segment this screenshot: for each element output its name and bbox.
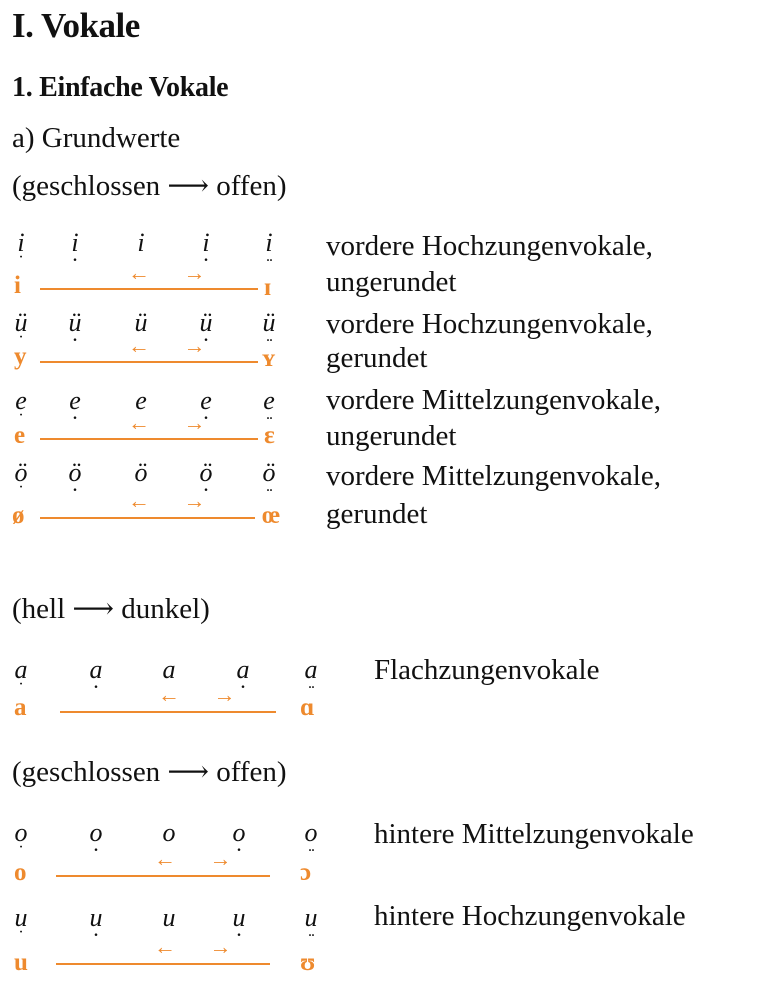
vowel-symbol: u . — [233, 905, 246, 931]
scale-line — [56, 875, 270, 877]
vowel-description: ungerundet — [326, 266, 457, 298]
vowel-symbol: i . — [71, 230, 78, 256]
ipa-left: a — [14, 694, 27, 721]
ipa-right: ɔ — [300, 859, 312, 886]
vowel-symbol: u — [162, 903, 176, 932]
ipa-left: i — [14, 272, 21, 299]
vowel-symbol: ö .. — [263, 460, 276, 486]
vowel-symbol: e — [135, 386, 147, 415]
vowel-description: vordere Mittelzungenvokale, — [326, 460, 661, 492]
ipa-right: ʊ — [300, 949, 316, 976]
arrows: ← → — [128, 488, 220, 513]
subsection-heading: a) Grundwerte — [12, 122, 181, 154]
ipa-right: ɪ — [264, 274, 272, 301]
ipa-right: ɑ — [300, 694, 315, 721]
vowel-symbol: a · — [15, 657, 28, 683]
section-heading: 1. Einfache Vokale — [12, 72, 229, 103]
vowel-symbol: u .. — [305, 905, 318, 931]
vowel-symbol: ü .. — [263, 310, 276, 336]
ipa-left: o — [14, 859, 27, 886]
ipa-left: e — [14, 422, 26, 449]
vowel-description: hintere Mittelzungenvokale — [374, 818, 694, 850]
vowel-symbol: e . — [200, 388, 212, 414]
vowel-symbol: e .. — [263, 388, 275, 414]
vowel-symbol: ü · — [15, 310, 28, 336]
vowel-symbol: o .. — [305, 820, 318, 846]
vowel-symbol: a — [162, 655, 176, 684]
vowel-description: Flachzungenvokale — [374, 654, 600, 686]
vowel-symbol: o . — [90, 820, 103, 846]
range-label-bright-dark: (hell ⟶ dunkel) — [12, 593, 210, 625]
scale-line — [40, 288, 258, 290]
vowel-symbol: o — [162, 818, 176, 847]
scale-line — [40, 517, 255, 519]
ipa-right: ɛ — [264, 422, 275, 449]
vowel-symbol: ö · — [15, 460, 28, 486]
ipa-left: u — [14, 949, 28, 976]
arrows: ← → — [154, 934, 246, 959]
vowel-symbol: e · — [15, 388, 27, 414]
vowel-description: vordere Mittelzungenvokale, — [326, 384, 661, 416]
ipa-left: y — [14, 343, 27, 370]
vowel-symbol: o · — [15, 820, 28, 846]
vowel-description: gerundet — [326, 498, 428, 530]
vowel-symbol: e . — [69, 388, 81, 414]
vowel-symbol: i — [137, 228, 145, 257]
scale-line — [40, 438, 258, 440]
arrows: ← → — [128, 333, 220, 358]
vowel-symbol: o . — [233, 820, 246, 846]
vowel-symbol: i · — [17, 230, 24, 256]
vowel-symbol: a . — [90, 657, 103, 683]
arrows: ← → — [128, 410, 220, 435]
arrows: ← → — [128, 260, 220, 285]
arrows: ← → — [154, 846, 246, 871]
vowel-symbol: ü . — [69, 310, 82, 336]
scale-line — [56, 963, 270, 965]
vowel-description: ungerundet — [326, 420, 457, 452]
vowel-symbol: ö — [134, 458, 148, 487]
range-label-closed-open: (geschlossen ⟶ offen) — [12, 170, 287, 202]
vowel-symbol: a .. — [305, 657, 318, 683]
vowel-symbol: ü . — [200, 310, 213, 336]
vowel-description: gerundet — [326, 342, 428, 374]
scale-line — [40, 361, 258, 363]
vowel-description: hintere Hochzungenvokale — [374, 900, 686, 932]
vowel-symbol: i . — [202, 230, 209, 256]
vowel-symbol: i .. — [265, 230, 272, 256]
vowel-symbol: ö . — [69, 460, 82, 486]
vowel-symbol: u · — [15, 905, 28, 931]
ipa-left: ø — [12, 502, 25, 529]
ipa-right: ʏ — [262, 345, 276, 372]
vowel-symbol: ü — [134, 308, 148, 337]
scale-line — [60, 711, 276, 713]
ipa-right: œ — [262, 502, 281, 529]
vowel-symbol: u . — [90, 905, 103, 931]
range-label-closed-open-back: (geschlossen ⟶ offen) — [12, 756, 287, 788]
vowel-description: vordere Hochzungenvokale, — [326, 308, 653, 340]
vowel-description: vordere Hochzungenvokale, — [326, 230, 653, 262]
vowel-symbol: ö . — [200, 460, 213, 486]
vowel-symbol: a . — [237, 657, 250, 683]
arrows: ← → — [158, 682, 250, 707]
page-title: I. Vokale — [12, 6, 140, 45]
